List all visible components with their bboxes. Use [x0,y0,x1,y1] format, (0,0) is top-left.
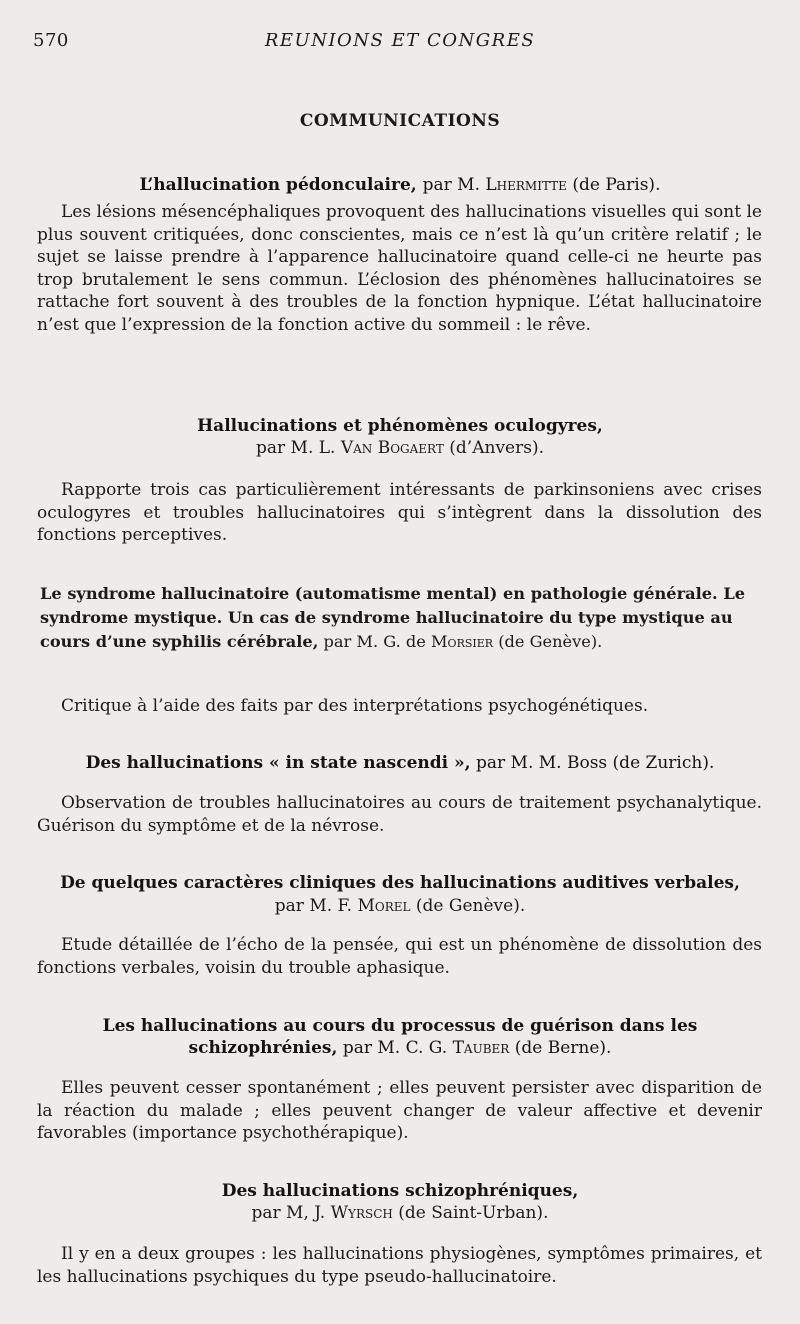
author-name: Wyrsch [330,1203,393,1223]
abstract-paragraph: Critique à l’aide des faits par des interprétations psychogénétiques. [61,696,649,716]
author-place: (de Genève). [493,632,603,651]
author-place: (d’Anvers). [443,438,544,458]
byline: par M, J. Wyrsch (de Saint-Urban). [251,1203,549,1223]
abstract-paragraph: Les lésions mésencéphaliques provoquent des hallucinations visuelles qui sont le plus souvent critiquées, donc conscientes, mais ce n’est là qu’un critère relatif ; le sujet se laisse prendre à l’apparence hallucinatoire quand celle-ci ne heurte pas trop brutalement le sens commun. L’éclosion des phénomènes hallucinatoires se rattache fort souvent à des troubles de la fonction hypnique. L’état hallucinatoire n’est que l’expression de la fonction active du sommeil : le rêve. [37,202,762,335]
communication-heading [40,582,765,654]
byline: par M. F. Morel (de Genève). [274,896,526,916]
communication-title: Les hallucinations au cours du processus de guérison dans les schizophrénies, [102,1016,698,1058]
communication-heading [40,752,760,774]
communication-title: Des hallucinations « in state nascendi », [85,753,471,773]
abstract-paragraph: Elles peuvent cesser spontanément ; elles peuvent persister avec disparition de la réaction du malade ; elles peuvent changer de valeur affective et devenir favorables (importance psychothérapique). [37,1078,762,1144]
abstract-paragraph: Etude détaillée de l’écho de la pensée, qui est un phénomène de dissolution des fonctions verbales, voisin du trouble aphasique. [37,935,762,978]
byline: par M. [422,175,486,195]
communication-title: Hallucinations et phénomènes oculogyres, [197,416,603,436]
author-name: Morel [357,896,411,916]
author-name: Morsier [430,632,494,651]
author-name: Lhermitte [485,175,567,195]
communication-title: De quelques caractères cliniques des hallucinations auditives verbales, [60,873,740,893]
page-number: 570 [33,30,69,51]
section-title: COMMUNICATIONS [299,111,501,131]
author-name: Tauber [452,1038,510,1058]
author-place: (de Genève). [410,896,526,916]
communication-title: Le syndrome hallucinatoire (automatisme mental) en pathologie générale. Le syndrome mystique. Un cas de syndrome hallucinatoire du type mystique au cours d’une syphilis cérébrale, [40,584,746,651]
author-name: Van Bogaert [340,438,444,458]
abstract-paragraph: Il y en a deux groupes : les hallucinations physiogènes, symptômes primaires, et les hallucinations psychiques du type pseudo-hallucinatoire. [37,1244,762,1287]
byline: par M. L. Van Bogaert (d’Anvers). [256,438,544,458]
author-place: (de Saint-Urban). [392,1203,549,1223]
byline: par M. M. Boss (de Zurich). [470,753,715,773]
author-place: (de Paris). [566,175,661,195]
communication-title: Des hallucinations schizophréniques, [221,1181,579,1201]
communication-heading [40,1015,760,1059]
abstract-paragraph: Observation de troubles hallucinatoires au cours de traitement psychanalytique. Guérison du symptôme et de la névrose. [37,793,762,836]
byline: par M. G. de [318,632,431,651]
abstract-paragraph: Rapporte trois cas particulièrement intéressants de parkinsoniens avec crises oculogyres et troubles hallucinatoires qui s’intègrent dans la dissolution des fonctions perceptives. [37,480,762,546]
communication-heading [40,174,760,196]
running-head: REUNIONS ET CONGRES [264,30,536,51]
communication-title: L’hallucination pédonculaire, [139,175,417,195]
byline: par M. C. G. [337,1038,453,1058]
author-place: (de Berne). [509,1038,612,1058]
